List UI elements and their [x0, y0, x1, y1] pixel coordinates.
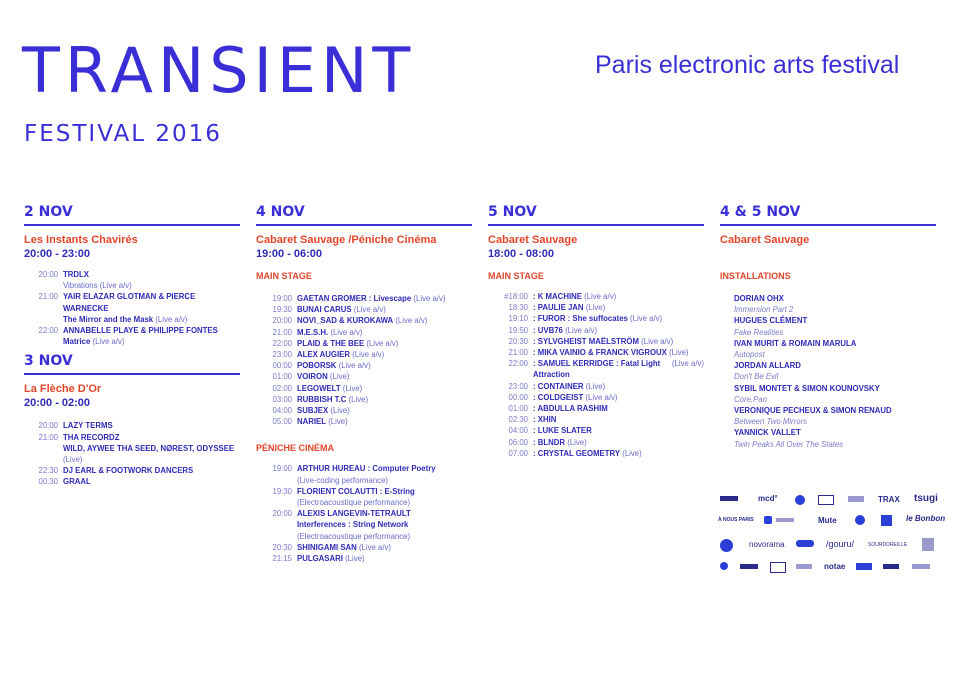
- slot-time: 22:00: [272, 338, 292, 348]
- slot-time: 21:15: [272, 554, 292, 564]
- schedule-row: [24, 476, 240, 487]
- slot-time: 02:30: [508, 415, 528, 425]
- slot-time: 04:00: [272, 406, 292, 416]
- schedule-row: [488, 313, 704, 324]
- artist-name: PULGASARI: [297, 554, 343, 564]
- performance-note: (Live a/v): [583, 392, 618, 402]
- artist-name: : XHIN: [533, 415, 557, 425]
- performance-note: (Live a/v): [393, 316, 428, 326]
- venue-name: Cabaret Sauvage: [720, 234, 810, 246]
- schedule-row: [256, 360, 472, 371]
- slot-time: 06:00: [508, 437, 528, 447]
- installation-title: Core.Pan: [734, 394, 767, 404]
- column-2-nov: [24, 204, 240, 488]
- artist-name: THA RECORDZ: [63, 432, 120, 442]
- sponsor-logo: [883, 564, 899, 569]
- artist-name: NOVI_SAD & KUROKAWA: [297, 316, 394, 326]
- sponsor-logo: À NOUS PARIS: [718, 517, 754, 523]
- slot-time: [24, 443, 63, 454]
- venue-hours: 19:00 - 06:00: [256, 248, 323, 260]
- schedule-list: [256, 463, 472, 564]
- slot-time: 21:00: [38, 292, 58, 302]
- slot-time: [256, 519, 297, 530]
- performance-note: (Live a/v): [581, 292, 617, 301]
- day-date: 4 & 5 NOV: [720, 204, 801, 220]
- schedule-row: [256, 531, 472, 542]
- sponsor-logo: [856, 563, 872, 570]
- schedule-row: [488, 325, 704, 336]
- artist-name: : COLDGEIST: [533, 392, 584, 402]
- artist-name: ALEX AUGIER: [297, 350, 350, 360]
- festival-tagline: Paris electronic arts festival: [595, 51, 900, 79]
- venue-name: Les Instants Chavirés: [24, 234, 138, 246]
- artist-name: SHINIGAMI SAN: [297, 542, 357, 552]
- performance-note: (Live): [340, 383, 363, 393]
- schedule-list: [24, 269, 240, 347]
- artist-name: ALEXIS LANGEVIN-TETRAULT: [297, 509, 411, 519]
- schedule-row: [488, 392, 704, 403]
- performance-note: (Live): [666, 348, 689, 358]
- artist-name: : PAULIE JAN: [533, 303, 584, 313]
- artist-name: ARTHUR HUREAU : Computer Poetry: [297, 464, 436, 474]
- slot-time: 00:00: [272, 361, 292, 371]
- slot-time: 19:30: [272, 305, 292, 315]
- slot-time: 18:30: [508, 303, 528, 313]
- day-date: 2 NOV: [24, 204, 73, 220]
- performance-note: (Live a/v): [638, 336, 674, 346]
- performance-note: (Electroacoustique performance): [297, 531, 411, 541]
- schedule-row: [256, 497, 472, 508]
- performance-note: (Live a/v): [669, 359, 704, 369]
- day-divider: [24, 224, 240, 226]
- performance-note: (Live): [328, 406, 350, 416]
- venue-name: La Flèche D'Or: [24, 383, 102, 396]
- schedule-row: [488, 358, 704, 380]
- day-divider: [24, 373, 240, 375]
- performance-note: (Electroacoustique performance): [297, 498, 411, 508]
- performance-note: (Live a/v): [350, 350, 385, 360]
- artist-name: PLAID & THE BEE: [297, 338, 365, 348]
- schedule-row: [488, 403, 704, 414]
- sponsor-logo: [922, 538, 934, 551]
- sponsor-logo: Mute: [818, 516, 837, 525]
- sponsor-logo: [848, 496, 864, 502]
- venue-name: Cabaret Sauvage: [488, 234, 578, 246]
- schedule-row: [24, 291, 240, 313]
- slot-time: 23:00: [508, 381, 528, 391]
- artist-name: : LUKE SLATER: [533, 426, 592, 436]
- sponsor-logo: TRAX: [878, 495, 900, 504]
- sponsor-logo: [818, 495, 834, 505]
- slot-time: 19:00: [272, 294, 292, 303]
- schedule-row: [256, 293, 472, 304]
- performance-note: (Live-coding performance): [297, 475, 389, 485]
- slot-time: 01:00: [508, 404, 528, 414]
- installation-artist: JORDAN ALLARD: [734, 361, 801, 371]
- performance-note: (Live a/v): [336, 361, 371, 371]
- artist-name: RUBBISH T.C: [297, 394, 347, 404]
- artist-name: : SAMUEL KERRIDGE : Fatal Light Attraction: [533, 359, 661, 380]
- artist-name: GRAAL: [63, 477, 91, 487]
- schedule-row: [24, 280, 240, 291]
- performance-note: (Live a/v): [328, 327, 363, 337]
- sponsor-logo: SOURDOREILLE: [868, 542, 908, 548]
- sponsor-logo-icon: [720, 562, 728, 570]
- schedule-row: [24, 420, 240, 431]
- artist-name: M.E.S.H.: [297, 327, 329, 337]
- artist-name: Matrice: [63, 337, 91, 347]
- slot-time: [256, 475, 297, 486]
- schedule-row: [24, 269, 240, 280]
- day-date: 3 NOV: [24, 353, 73, 370]
- day-divider: [256, 224, 472, 226]
- schedule-row: [488, 437, 704, 448]
- slot-time: [24, 314, 63, 325]
- artist-name: BUNAI CARUS: [297, 305, 352, 315]
- schedule-row: [488, 302, 704, 313]
- artist-name: : UVB76: [533, 325, 563, 335]
- sponsor-logo: [776, 518, 794, 522]
- sponsor-logo-icon: [795, 495, 805, 505]
- slot-time: 20:30: [272, 542, 292, 552]
- venue-hours: 20:00 - 23:00: [24, 248, 91, 260]
- schedule-row: [256, 304, 472, 315]
- slot-time: 21:00: [272, 327, 292, 337]
- artist-name: : CRYSTAL GEOMETRY: [533, 448, 621, 458]
- slot-time: 07:00: [508, 448, 528, 458]
- schedule-list: [488, 291, 704, 459]
- installation-title: Autopost: [734, 350, 765, 360]
- slot-time: [24, 336, 63, 347]
- schedule-list: [24, 420, 240, 487]
- artist-name: NARIEL: [297, 417, 327, 427]
- artist-name: : MIKA VAINIO & FRANCK VIGROUX: [533, 348, 667, 358]
- schedule-row: [256, 315, 472, 326]
- performance-note: (Live): [620, 448, 642, 458]
- day-divider: [488, 224, 704, 226]
- slot-time: 19:00: [272, 464, 292, 474]
- artist-name: : K MACHINE: [533, 292, 582, 301]
- performance-note: (Live): [565, 437, 587, 447]
- venue-hours: 18:00 - 08:00: [488, 248, 555, 260]
- artist-name: : BLNDR: [533, 437, 566, 447]
- schedule-row: [24, 454, 240, 465]
- performance-note: (Live a/v): [627, 314, 663, 324]
- sponsor-logo-icon: [720, 539, 733, 552]
- festival-edition: FESTIVAL 2016: [24, 121, 222, 147]
- slot-time: [24, 454, 63, 465]
- schedule-row: [488, 347, 704, 358]
- schedule-row: [488, 381, 704, 392]
- schedule-row: [256, 542, 472, 553]
- schedule-row: [256, 486, 472, 497]
- artist-name: VOIRON: [297, 372, 328, 382]
- slot-time: 22:30: [38, 466, 58, 476]
- sponsor-logo: /gouru/: [826, 539, 855, 549]
- installation-artist: DORIAN OHX: [734, 294, 784, 303]
- performance-note: (Live a/v): [562, 325, 598, 335]
- sponsor-logo-icon: [855, 515, 865, 525]
- schedule-row: [24, 336, 240, 347]
- slot-time: 20:00: [272, 316, 292, 326]
- schedule-row: [256, 416, 472, 427]
- sponsor-logo: tsugi: [914, 493, 938, 504]
- slot-time: 20:00: [272, 509, 292, 519]
- slot-time: 00:00: [508, 392, 528, 402]
- column-4-nov: [256, 204, 472, 564]
- artist-name: Interferences : String Network: [297, 520, 409, 530]
- installation-artist: SYBIL MONTET & SIMON KOUNOVSKY: [734, 383, 880, 393]
- sponsor-logo: [740, 564, 758, 569]
- artist-name: GAETAN GROMER : Livescape: [297, 294, 412, 303]
- schedule-row: [256, 338, 472, 349]
- sponsor-logo: [912, 564, 930, 569]
- sponsor-logo: notae: [824, 562, 846, 571]
- slot-time: 02:00: [272, 383, 292, 393]
- slot-time: #18:00: [504, 292, 528, 301]
- schedule-row: [488, 414, 704, 425]
- artist-name: : CONTAINER: [533, 381, 584, 391]
- schedule-row: [488, 448, 704, 459]
- installation-title: Don't Be Evil: [734, 372, 779, 382]
- sponsor-logo: [881, 515, 892, 526]
- sponsor-logo: mcd°: [758, 494, 778, 503]
- day-date: 5 NOV: [488, 204, 537, 220]
- performance-note: (Live a/v): [90, 337, 125, 347]
- slot-time: 03:00: [272, 394, 292, 404]
- schedule-row: [256, 394, 472, 405]
- schedule-row: [256, 349, 472, 360]
- schedule-row: [24, 443, 240, 454]
- artist-name: The Mirror and the Mask: [63, 314, 154, 324]
- schedule-row: [488, 336, 704, 347]
- sponsor-logo: [720, 496, 738, 501]
- slot-time: 20:00: [38, 421, 58, 431]
- artist-name: FLORIENT COLAUTTI : E-String: [297, 486, 415, 496]
- sponsor-logo: novorama: [749, 540, 785, 549]
- installation-title: Twin Peaks All Over The States: [734, 439, 844, 449]
- schedule-list: [256, 293, 472, 427]
- slot-time: 19:50: [508, 325, 528, 335]
- schedule-row: [24, 465, 240, 476]
- slot-time: 20:30: [508, 336, 528, 346]
- slot-time: 01:00: [272, 372, 292, 382]
- performance-note: (Live a/v): [351, 305, 386, 315]
- sponsor-logo: [770, 562, 786, 573]
- performance-note: (Live): [583, 381, 606, 391]
- performance-note: (Live a/v): [411, 294, 446, 303]
- performance-note: (Live): [327, 372, 350, 382]
- schedule-row: [24, 314, 240, 325]
- slot-time: 22:00: [508, 359, 528, 369]
- slot-time: 22:00: [38, 326, 58, 336]
- schedule-row: [256, 327, 472, 338]
- artist-name: : SYLVGHEIST MAËLSTRÖM: [533, 336, 639, 346]
- artist-name: YAIR ELAZAR GLOTMAN & PIERCE WARNECKE: [63, 292, 196, 313]
- artist-name: : FUROR : She suffocates: [533, 314, 628, 324]
- installation-title: Immersion Part 2: [734, 305, 794, 315]
- sponsor-logo: [796, 540, 814, 547]
- schedule-row: [24, 325, 240, 336]
- schedule-row: [488, 425, 704, 436]
- slot-time: 23:00: [272, 350, 292, 360]
- slot-time: 19:10: [508, 314, 528, 324]
- venue-name: Cabaret Sauvage /Péniche Cinéma: [256, 234, 437, 246]
- column-5-nov: [488, 204, 704, 459]
- sponsor-logo: le Bonbon: [906, 514, 946, 523]
- sponsor-logos: [718, 493, 946, 578]
- schedule-row: [256, 383, 472, 394]
- slot-time: [256, 531, 297, 542]
- installation-artist: IVAN MURIT & ROMAIN MARULA: [734, 338, 857, 348]
- installation-artist: YANNICK VALLET: [734, 428, 801, 438]
- slot-time: 05:00: [272, 417, 292, 427]
- artist-name: WILD, AYWEE THA SEED, NØREST, ODYSSEE: [63, 443, 235, 453]
- schedule-row: [256, 508, 472, 519]
- schedule-row: [256, 553, 472, 564]
- slot-time: 20:00: [38, 270, 58, 279]
- performance-note: (Live): [583, 303, 606, 313]
- artist-name: LEGOWELT: [297, 383, 341, 393]
- installations-list: [720, 293, 936, 450]
- day-date: 4 NOV: [256, 204, 305, 220]
- slot-time: [24, 280, 63, 291]
- slot-time: 21:00: [508, 348, 528, 358]
- installation-title: Fake Realities: [734, 327, 784, 337]
- artist-name: DJ EARL & FOOTWORK DANCERS: [63, 466, 194, 476]
- artist-name: : ABDULLA RASHIM: [533, 404, 608, 414]
- section-title: MAIN STAGE: [488, 271, 544, 281]
- installation-title: Between Two Mirrors: [734, 417, 808, 427]
- slot-time: 04:00: [508, 426, 528, 436]
- slot-time: [256, 497, 297, 508]
- performance-note: (Live a/v): [153, 314, 188, 324]
- venue-hours: 20:00 - 02:00: [24, 397, 91, 410]
- column-4-5-nov: [720, 204, 936, 450]
- schedule-row: [256, 519, 472, 530]
- artist-name: SUBJEX: [297, 406, 329, 416]
- schedule-row: [256, 475, 472, 486]
- installation-artist: HUGUES CLÉMENT: [734, 316, 808, 326]
- schedule-row: [488, 291, 704, 302]
- schedule-row: [256, 371, 472, 382]
- performance-note: Vibrations (Live a/v): [63, 281, 132, 291]
- section-title: PÉNICHE CINÉMA: [256, 443, 335, 454]
- slot-time: 00:30: [38, 477, 58, 487]
- sponsor-logo: [764, 516, 772, 524]
- performance-note: (Live): [342, 554, 365, 564]
- performance-note: (Live): [346, 394, 369, 404]
- artist-name: LAZY TERMS: [63, 421, 113, 431]
- schedule-row: [24, 432, 240, 443]
- performance-note: (Live a/v): [364, 338, 399, 348]
- schedule-row: [256, 405, 472, 416]
- section-title: MAIN STAGE: [256, 271, 312, 281]
- artist-name: TRDLX: [63, 270, 89, 279]
- performance-note: (Live a/v): [356, 542, 392, 552]
- section-title: INSTALLATIONS: [720, 271, 791, 281]
- slot-time: 19:30: [272, 486, 292, 496]
- sponsor-logo: [796, 564, 812, 569]
- slot-time: 21:00: [38, 432, 58, 442]
- artist-name: ANNABELLE PLAYE & PHILIPPE FONTES: [63, 326, 218, 336]
- performance-note: (Live): [326, 417, 348, 427]
- day-divider: [720, 224, 936, 226]
- performance-note: (Live): [63, 455, 83, 465]
- artist-name: POBORSK: [297, 361, 337, 371]
- festival-logo: TRANSIENT: [22, 34, 416, 107]
- schedule-row: [256, 463, 472, 474]
- installation-artist: VERONIQUE PECHEUX & SIMON RENAUD: [734, 406, 892, 416]
